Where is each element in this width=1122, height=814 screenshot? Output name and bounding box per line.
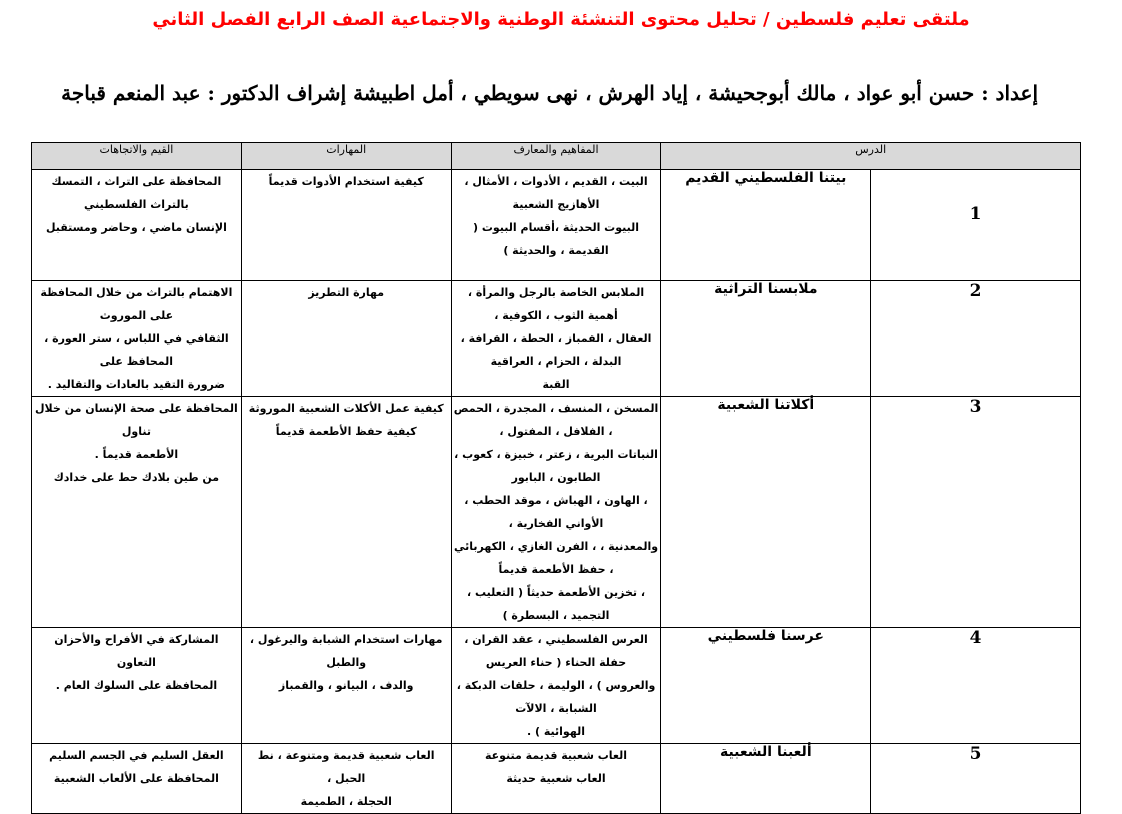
cell-line: البيت ، القديم ، الأدوات ، الأمثال ، الأهازيج الشعبية [464,175,648,211]
cell-line: النباتات البرية ، زعتر ، خبيزة ، كعوب ، الطابون ، البابور [454,448,658,484]
cell-line: ضرورة التقيد بالعادات والتقاليد . [47,378,226,391]
cell-line: والعروس ) ، الوليمة ، حلقات الدبكة ، الشبابة ، الالآت [456,679,656,715]
cell-line: البيوت الحديثة ،أقسام البيوت ( القديمة ، والحديثة ) [472,221,640,257]
table-row [32,397,1081,628]
lesson-title: أكلاتنا الشعبية [661,397,871,628]
cell-line: الإنسان ماضي ، وحاضر ومستقبل [45,221,227,234]
cell-line: المسخن ، المنسف ، المجدرة ، الحمص ، الفلافل ، المفتول ، [453,402,659,438]
authors-line: إعداد : حسن أبو عواد ، مالك أبوجحيشة ، إياد الهرش ، نهى سويطي ، أمل اطبيشة إشراف الدكتور : عبد المنعم قباجة [61,81,1038,105]
row-number: 4 [871,628,1081,744]
values-cell [32,628,242,744]
cell-line: العرس الفلسطيني ، عقد القران ، حفلة الحناء ( حناء العريس [464,633,648,669]
cell-line: ، تخزين الأطعمة حديثاً ( التعليب ، التجميد ، البسطرة ) [466,586,646,622]
concepts-cell [451,170,661,281]
cell-line: الأطعمة قديماً . [94,448,179,461]
column-header-lesson: الدرس [661,143,1081,170]
column-header-concepts: المفاهيم والمعارف [451,143,661,170]
cell-line: مهارة التطريز [308,286,385,299]
cell-line: كيفية استخدام الأدوات قديماً [268,175,424,188]
table-row [32,628,1081,744]
concepts-cell [451,281,661,397]
cell-line: والدف ، البيانو ، والقمباز [278,679,414,692]
lesson-title: ألعبنا الشعبية [661,744,871,814]
cell-line: العقل السليم في الجسم السليم [49,749,224,762]
skills-cell [241,281,451,397]
table-row [32,281,1081,397]
values-cell [32,744,242,814]
column-header-values: القيم والاتجاهات [32,143,242,170]
cell-line: العقال ، القمباز ، الحطة ، القرافة ، البدلة ، الحزام ، العراقية [460,332,652,368]
concepts-cell [451,397,661,628]
page-title: ملتقى تعليم فلسطين / تحليل محتوى التنشئة الوطنية والاجتماعية الصف الرابع الفصل الثاني [152,9,970,30]
row-number: 2 [871,281,1081,397]
row-number: 1 [871,170,1081,281]
content-analysis-table [31,142,1081,814]
cell-line: كيفية حفظ الأطعمة قديماً [275,425,417,438]
cell-line: المحافظة على الألعاب الشعبية [53,772,219,785]
cell-line: المحافظة على السلوك العام . [55,679,218,692]
cell-line: العاب شعبية قديمة متنوعة [484,749,628,762]
cell-line: المشاركة في الأفراح والأحزان [54,633,219,646]
cell-line: الثقافي في اللباس ، ستر العورة ، المحافظ على [44,332,229,368]
values-cell [32,397,242,628]
cell-line: المحافظة على صحة الإنسان من خلال تناول [35,402,238,438]
cell-line: الملابس الخاصة بالرجل والمرأة ، أهمية الثوب ، الكوفية ، [467,286,645,322]
concepts-cell [451,744,661,814]
lesson-title: بيتنا الفلسطيني القديم [661,170,871,281]
skills-cell [241,628,451,744]
cell-line: كيفية عمل الأكلات الشعبية الموروثة [248,402,444,415]
concepts-cell [451,628,661,744]
table-body [32,170,1081,814]
lesson-title: عرسنا فلسطيني [661,628,871,744]
table-header-row [32,143,1081,170]
values-cell [32,281,242,397]
cell-line: الاهتمام بالتراث من خلال المحافظة على الموروث [40,286,233,322]
values-cell [32,170,242,281]
cell-line: التعاون [116,656,156,669]
skills-cell [241,744,451,814]
cell-line: ، الهاون ، الهباش ، موقد الحطب ، الأواني الفخارية ، [464,494,648,530]
skills-cell [241,397,451,628]
row-number: 3 [871,397,1081,628]
row-number: 5 [871,744,1081,814]
cell-line: القبة [542,378,570,391]
cell-line: المحافظة على التراث ، التمسك بالتراث الفلسطيني [51,175,222,211]
cell-line: والمعدنية ، ، الفرن الغازي ، الكهربائي ، حفظ الأطعمة قديماً [453,540,659,576]
lesson-title: ملابسنا التراثية [661,281,871,397]
cell-line: من طين بلادك حط على خدادك [53,471,220,484]
cell-line: العاب شعبية حديثة [506,772,606,785]
cell-line: العاب شعبية قديمة ومتنوعة ، نط الحبل ، [257,749,435,785]
cell-line: الهوائية ) . [527,725,585,738]
table-row [32,744,1081,814]
skills-cell [241,170,451,281]
table-row [32,170,1081,281]
column-header-skills: المهارات [241,143,451,170]
cell-line: مهارات استخدام الشبابة واليرغول ، والطبل [249,633,443,669]
cell-line: الحجلة ، الطميمة [300,795,392,808]
